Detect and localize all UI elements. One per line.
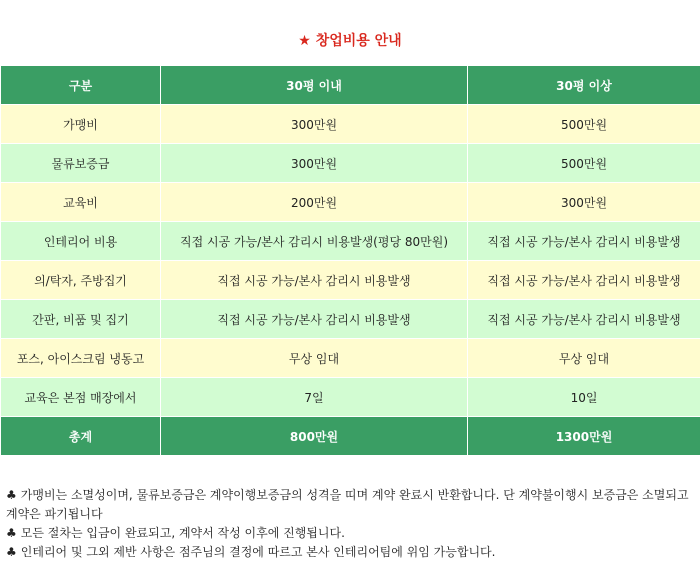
cell-over-30: 무상 임대 [468, 339, 700, 378]
row-label: 가맹비 [1, 105, 161, 144]
note-text: 모든 절차는 입금이 완료되고, 계약서 작성 이후에 진행됩니다. [20, 526, 345, 540]
header-over-30: 30평 이상 [468, 66, 700, 105]
row-label: 인테리어 비용 [1, 222, 161, 261]
cell-over-30: 직접 시공 가능/본사 감리시 비용발생 [468, 222, 700, 261]
row-label: 간판, 비품 및 집기 [1, 300, 161, 339]
note-item [6, 543, 692, 562]
cell-under-30: 7일 [161, 378, 468, 417]
note-text: 가맹비는 소멸성이며, 물류보증금은 계약이행보증금의 성격을 띠며 계약 완료시 반환합니다. 단 계약불이행시 보증금은 소멸되고 계약은 파기됩니다 [6, 488, 689, 521]
table-row [1, 105, 700, 144]
cell-under-30: 직접 시공 가능/본사 감리시 비용발생 [161, 300, 468, 339]
row-label: 포스, 아이스크림 냉동고 [1, 339, 161, 378]
cell-over-30: 10일 [468, 378, 700, 417]
note-item [6, 486, 692, 524]
row-label: 물류보증금 [1, 144, 161, 183]
total-over-30: 1300만원 [468, 417, 700, 456]
club-icon: ♣ [6, 545, 17, 559]
startup-cost-table [0, 65, 700, 456]
table-row [1, 300, 700, 339]
page-title: ★ 창업비용 안내 [298, 33, 402, 49]
total-label: 총계 [1, 417, 161, 456]
header-category: 구분 [1, 66, 161, 105]
table-row [1, 222, 700, 261]
header-under-30: 30평 이내 [161, 66, 468, 105]
cell-over-30: 직접 시공 가능/본사 감리시 비용발생 [468, 300, 700, 339]
row-label: 의/탁자, 주방집기 [1, 261, 161, 300]
cell-under-30: 300만원 [161, 105, 468, 144]
row-label: 교육비 [1, 183, 161, 222]
table-header-row [1, 66, 700, 105]
note-item [6, 524, 692, 543]
cell-over-30: 500만원 [468, 105, 700, 144]
table-row [1, 144, 700, 183]
table-row [1, 183, 700, 222]
cell-over-30: 300만원 [468, 183, 700, 222]
table-total-row [1, 417, 700, 456]
cell-over-30: 직접 시공 가능/본사 감리시 비용발생 [468, 261, 700, 300]
cell-under-30: 직접 시공 가능/본사 감리시 비용발생 [161, 261, 468, 300]
cell-under-30: 직접 시공 가능/본사 감리시 비용발생(평당 80만원) [161, 222, 468, 261]
table-row [1, 261, 700, 300]
cell-under-30: 200만원 [161, 183, 468, 222]
table-row [1, 339, 700, 378]
club-icon: ♣ [6, 526, 17, 540]
cell-under-30: 무상 임대 [161, 339, 468, 378]
table-row [1, 378, 700, 417]
cell-under-30: 300만원 [161, 144, 468, 183]
club-icon: ♣ [6, 488, 17, 502]
row-label: 교육은 본점 매장에서 [1, 378, 161, 417]
note-text: 인테리어 및 그외 제반 사항은 점주님의 결정에 따르고 본사 인테리어팀에 위임 가능합니다. [20, 545, 496, 559]
cell-over-30: 500만원 [468, 144, 700, 183]
notes-list [6, 486, 692, 562]
total-under-30: 800만원 [161, 417, 468, 456]
